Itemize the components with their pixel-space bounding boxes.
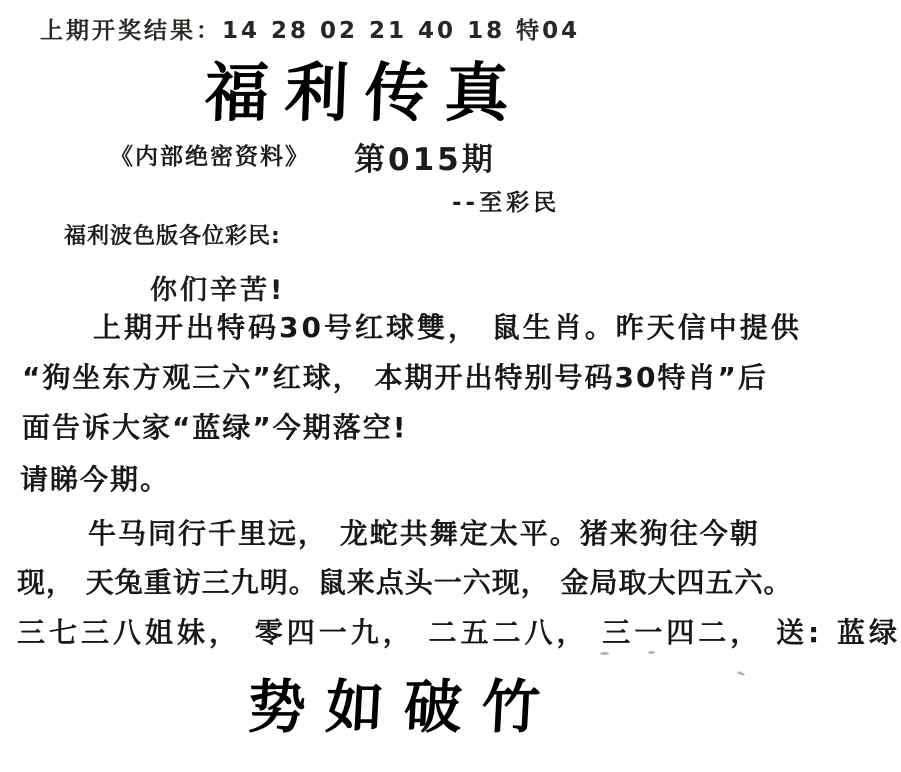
scan-speckle [648,651,655,654]
page-title: 福利传真 [203,57,527,131]
body-line-5: 牛马同行千里远， 龙蛇共舞定太平。猪来狗往今朝 [88,517,760,550]
issue-number: 第015期 [354,142,496,178]
dedication-line: --至彩民 [452,190,561,216]
scan-speckle [600,652,609,655]
body-line-7: 三七三八姐妹， 零四一九， 二五二八， 三一四二， 送: 蓝绿 [17,616,901,649]
greeting-line: 你们辛苦! [150,275,286,306]
classified-label: 《内部绝密资料》 [110,144,310,170]
scan-speckle [737,671,746,677]
previous-draw-result: 上期开奖结果：14 28 02 21 40 18 特04 [40,18,581,44]
footer-slogan: 势如破竹 [245,673,562,741]
body-line-4: 请睇今期。 [20,463,171,496]
body-line-1: 上期开出特码30号红球雙， 鼠生肖。昨天信中提供 [93,311,802,344]
salutation-line: 福利波色版各位彩民: [64,224,281,249]
body-line-6: 现， 天兔重访三九明。鼠来点头一六现， 金局取大四五六。 [17,566,793,599]
body-line-3: 面告诉大家“蓝绿”今期落空! [22,411,408,444]
body-line-2: “狗坐东方观三六”红球， 本期开出特别号码30特肖”后 [22,361,768,394]
